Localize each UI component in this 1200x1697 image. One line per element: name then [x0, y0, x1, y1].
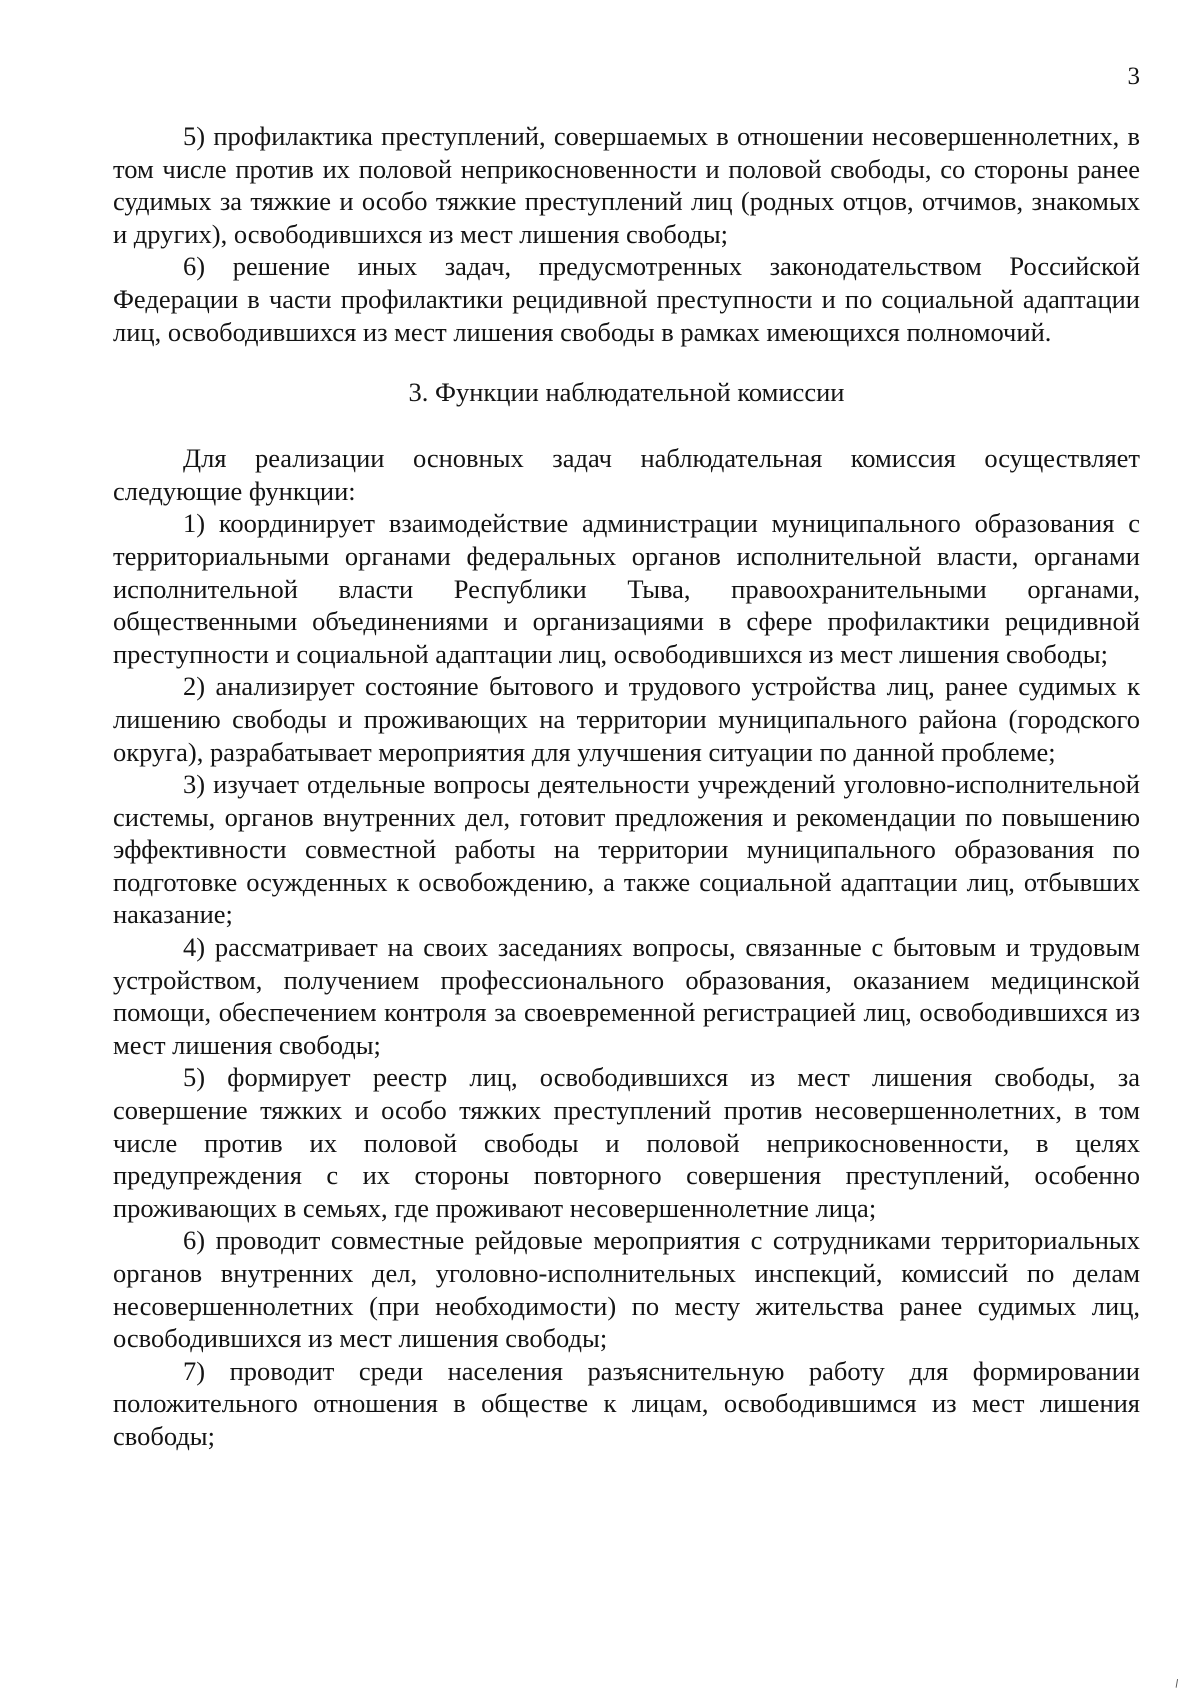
section-heading: 3. Функции наблюдательной комиссии	[408, 377, 845, 408]
paragraph-function-2: 2) анализирует состояние бытового и трудового устройства лиц, ранее судимых к лишению свободы и проживающих на территории муниципального района (городского округа), разрабатывает мероприятия для улучшения ситуации по данной проблеме;	[113, 671, 1140, 767]
paragraph-function-3: 3) изучает отдельные вопросы деятельности учреждений уголовно-исполнительной системы, органов внутренних дел, готовит предложения и рекомендации по повышению эффективности совместной работы на территории муниципального образования по подготовке осужденных к освобождению, а также социальной адаптации лиц, отбывших наказание;	[113, 769, 1140, 930]
page-number: 3	[1127, 63, 1140, 90]
paragraph-task-5: 5) профилактика преступлений, совершаемых в отношении несовершеннолетних, в том числе против их половой неприкосновенности и половой свободы, со стороны ранее судимых за тяжкие и особо тяжкие преступлений лиц (родных отцов, отчимов, знакомых и других), освободившихся из мест лишения свободы;	[113, 121, 1140, 249]
paragraph-function-6: 6) проводит совместные рейдовые мероприятия с сотрудниками территориальных органов внутренних дел, уголовно-исполнительных инспекций, комиссий по делам несовершеннолетних (при необходимости) по месту жительства ранее судимых лиц, освободившихся из мест лишения свободы;	[113, 1225, 1140, 1354]
scan-corner-mark: ⸝	[1165, 1669, 1184, 1691]
paragraph-task-6: 6) решение иных задач, предусмотренных законодательством Российской Федерации в части профилактики рецидивной преступности и по социальной адаптации лиц, освободившихся из мест лишения свободы в рамках имеющихся полномочий.	[113, 251, 1140, 347]
paragraph-function-4: 4) рассматривает на своих заседаниях вопросы, связанные с бытовым и трудовым устройством, получением профессионального образования, оказанием медицинской помощи, обеспечением контроля за своевременной регистрацией лиц, освободившихся из мест лишения свободы;	[113, 932, 1140, 1060]
paragraph-function-5: 5) формирует реестр лиц, освободившихся из мест лишения свободы, за совершение тяжких и особо тяжких преступлений против несовершеннолетних, в том числе против их половой свободы и половой неприкосновенности, в целях предупреждения с их стороны повторного совершения преступлений, особенно проживающих в семьях, где проживают несовершеннолетние лица;	[113, 1062, 1140, 1223]
paragraph-function-1: 1) координирует взаимодействие администрации муниципального образования с территориальными органами федеральных органов исполнительной власти, органами исполнительной власти Республики Тыва, правоохранительными органами, общественными объединениями и организациями в сфере профилактики рецидивной преступности и социальной адаптации лиц, освободившихся из мест лишения свободы;	[113, 508, 1140, 669]
document-body	[113, 120, 1140, 1453]
paragraph-function-7: 7) проводит среди населения разъяснительную работу для формировании положительного отношения в обществе к лицам, освободившимся из мест лишения свободы;	[113, 1355, 1140, 1451]
paragraph-functions-intro: Для реализации основных задач наблюдательная комиссия осуществляет следующие функции:	[113, 443, 1140, 506]
